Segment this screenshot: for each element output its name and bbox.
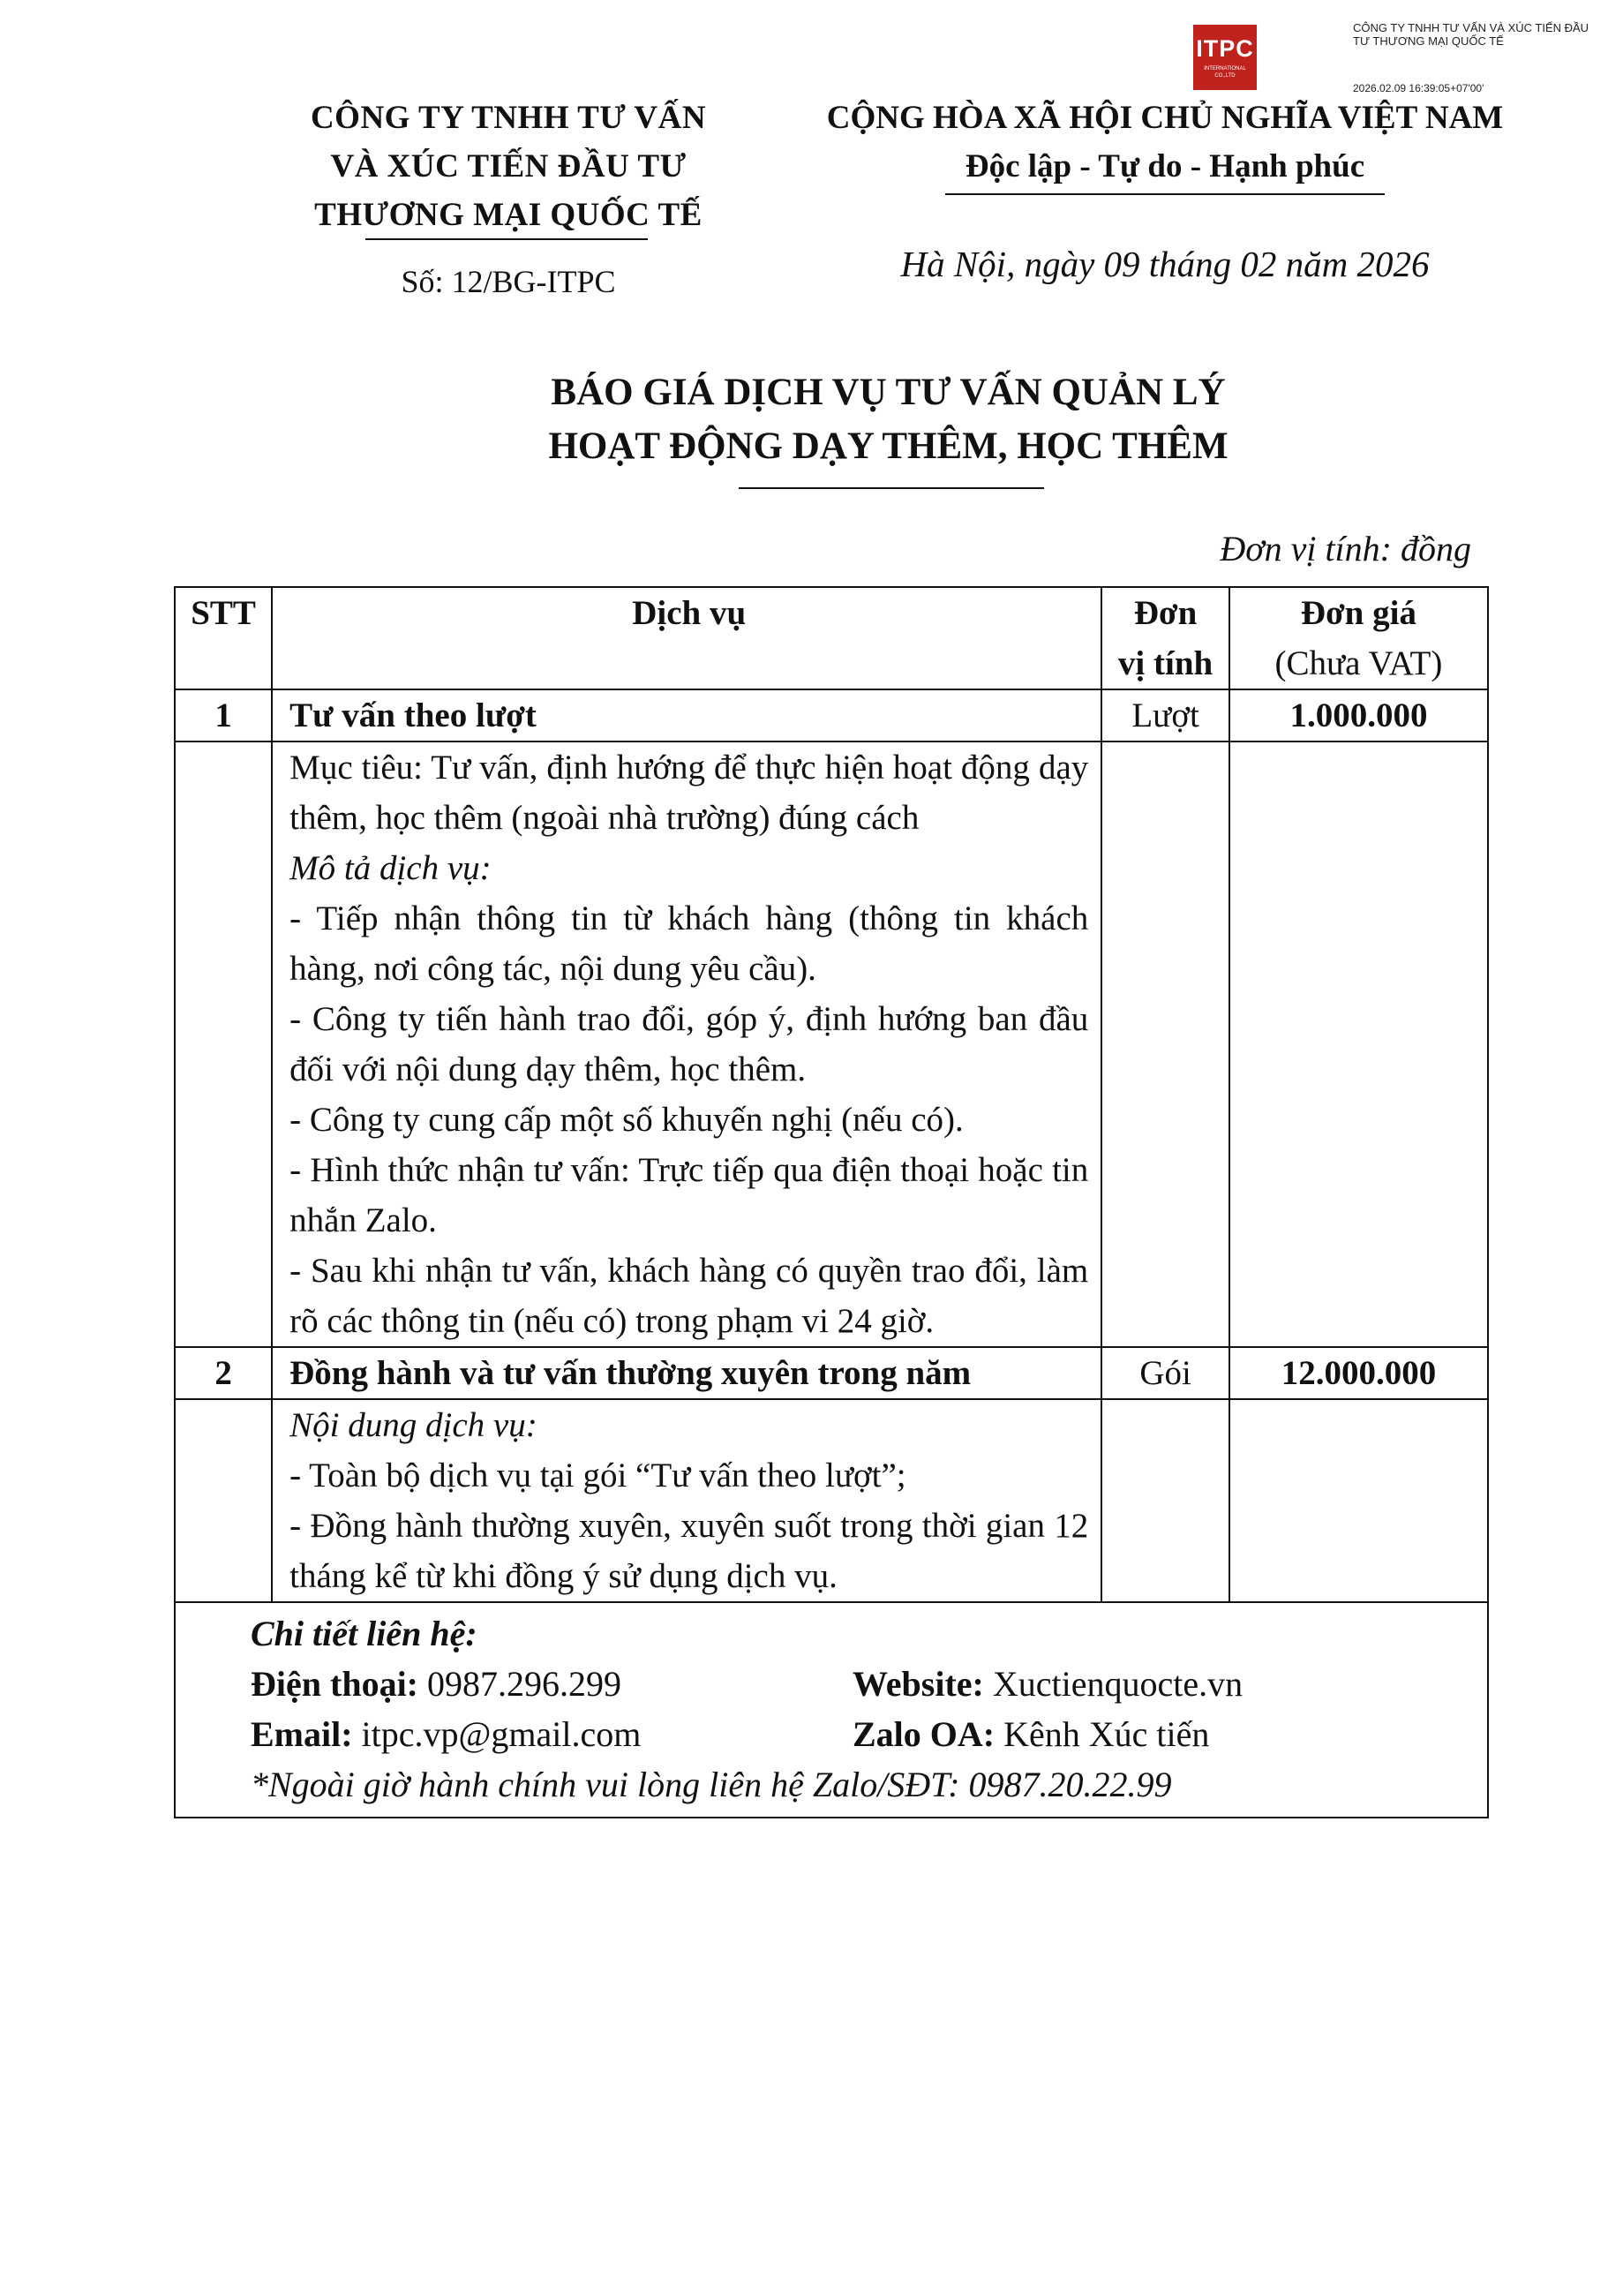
service-description-heading: Nội dung dịch vụ: — [289, 1406, 537, 1444]
digital-signature-timestamp: 2026.02.09 16:39:05+07'00' — [1353, 82, 1484, 94]
logo-subtext: INTERNATIONAL CO.,LTD — [1204, 66, 1246, 79]
service-item: - Tiếp nhận thông tin từ khách hàng (thông tin khách hàng, nơi công tác, nội dung yêu cầu). — [289, 900, 1089, 988]
row-price: 1.000.000 — [1229, 689, 1488, 741]
contact-line — [251, 1709, 1487, 1759]
contact-zalo — [853, 1709, 1209, 1759]
table-row-detail — [175, 1399, 1488, 1602]
service-item: - Sau khi nhận tư vấn, khách hàng có quyền trao đổi, làm rõ các thông tin (nếu có) trong phạm vi 24 giờ. — [289, 1252, 1089, 1340]
row-unit: Gói — [1101, 1347, 1229, 1399]
motto-underline — [945, 193, 1385, 195]
zalo-label: Zalo OA: — [853, 1714, 996, 1754]
header-service: Dịch vụ — [272, 587, 1101, 689]
row-unit-empty — [1101, 741, 1229, 1347]
header-stt: STT — [175, 587, 272, 689]
table-header-row — [175, 587, 1488, 689]
logo-text: ITPC — [1196, 35, 1254, 62]
header-unit-line: Đơn — [1133, 594, 1198, 632]
currency-unit-note: Đơn vị tính: đồng — [1220, 529, 1471, 568]
header-price-line: Đơn giá — [1300, 594, 1416, 632]
header-price — [1229, 587, 1488, 689]
header-price-line: (Chưa VAT) — [1274, 644, 1443, 682]
row-service-description — [272, 741, 1101, 1347]
row-stt: 2 — [175, 1347, 272, 1399]
table-row-detail — [175, 741, 1488, 1347]
company-name-line: THƯƠNG MẠI QUỐC TẾ — [314, 197, 703, 233]
service-item: - Đồng hành thường xuyên, xuyên suốt trong thời gian 12 tháng kể từ khi đồng ý sử dụng dịch vụ. — [289, 1507, 1089, 1595]
row-service-name: Tư vấn theo lượt — [272, 689, 1101, 741]
row-unit-empty — [1101, 1399, 1229, 1602]
email-label: Email: — [251, 1714, 353, 1754]
row-price: 12.000.000 — [1229, 1347, 1488, 1399]
company-name — [279, 94, 738, 239]
price-quote-table — [174, 586, 1489, 1818]
contact-heading: Chi tiết liên hệ: — [251, 1614, 477, 1653]
table-row — [175, 1347, 1488, 1399]
contact-website — [853, 1659, 1243, 1709]
digital-signature-signer: CÔNG TY TNHH TƯ VẤN VÀ XÚC TIẾN ĐẦU TƯ THƯƠNG MẠI QUỐC TẾ — [1353, 21, 1589, 48]
service-objective: Mục tiêu: Tư vấn, định hướng để thực hiện hoạt động dạy thêm, học thêm (ngoài nhà trường) đúng cách — [289, 749, 1089, 837]
service-item: - Công ty cung cấp một số khuyến nghị (nếu có). — [289, 1101, 964, 1139]
header-unit-line: vị tính — [1117, 644, 1213, 682]
website-link[interactable]: Xuctienquocte.vn — [992, 1664, 1244, 1704]
document-date: Hà Nội, ngày 09 tháng 02 năm 2026 — [900, 244, 1430, 284]
phone-label: Điện thoại: — [251, 1664, 418, 1704]
email-link[interactable]: itpc.vp@gmail.com — [361, 1714, 642, 1754]
header-unit — [1101, 587, 1229, 689]
title-line: HOẠT ĐỘNG DẠY THÊM, HỌC THÊM — [548, 425, 1229, 467]
row-unit: Lượt — [1101, 689, 1229, 741]
company-name-line: CÔNG TY TNHH TƯ VẤN — [310, 100, 707, 136]
document-title — [0, 365, 1623, 473]
company-underline — [365, 238, 648, 240]
row-service-description — [272, 1399, 1101, 1602]
row-stt: 1 — [175, 689, 272, 741]
phone-value[interactable]: 0987.296.299 — [427, 1664, 621, 1704]
table-row — [175, 689, 1488, 741]
contact-note: *Ngoài giờ hành chính vui lòng liên hệ Zalo/SĐT: 0987.20.22.99 — [251, 1765, 1172, 1804]
national-title — [794, 94, 1536, 191]
row-price-empty — [1229, 1399, 1488, 1602]
contact-row — [175, 1602, 1488, 1818]
website-label: Website: — [853, 1664, 984, 1704]
national-motto: Độc lập - Tự do - Hạnh phúc — [965, 148, 1365, 184]
contact-email — [251, 1709, 853, 1759]
nation-name: CỘNG HÒA XÃ HỘI CHỦ NGHĨA VIỆT NAM — [826, 100, 1504, 136]
row-stt-empty — [175, 1399, 272, 1602]
company-logo — [1193, 25, 1257, 90]
row-price-empty — [1229, 741, 1488, 1347]
row-stt-empty — [175, 741, 272, 1347]
row-service-name: Đồng hành và tư vấn thường xuyên trong năm — [272, 1347, 1101, 1399]
contact-line — [251, 1659, 1487, 1709]
service-description-heading: Mô tả dịch vụ: — [289, 849, 492, 887]
service-item: - Công ty tiến hành trao đổi, góp ý, định hướng ban đầu đối với nội dung dạy thêm, học thêm. — [289, 1000, 1089, 1088]
service-item: - Hình thức nhận tư vấn: Trực tiếp qua điện thoại hoặc tin nhắn Zalo. — [289, 1151, 1089, 1239]
service-item: - Toàn bộ dịch vụ tại gói “Tư vấn theo lượt”; — [289, 1457, 906, 1494]
document-number: Số: 12/BG-ITPC — [401, 264, 616, 299]
zalo-value[interactable]: Kênh Xúc tiến — [1003, 1714, 1210, 1754]
title-line: BÁO GIÁ DỊCH VỤ TƯ VẤN QUẢN LÝ — [551, 372, 1226, 413]
company-name-line: VÀ XÚC TIẾN ĐẦU TƯ — [330, 148, 687, 184]
contact-details — [175, 1602, 1488, 1818]
contact-phone — [251, 1659, 853, 1709]
title-underline — [739, 487, 1044, 489]
